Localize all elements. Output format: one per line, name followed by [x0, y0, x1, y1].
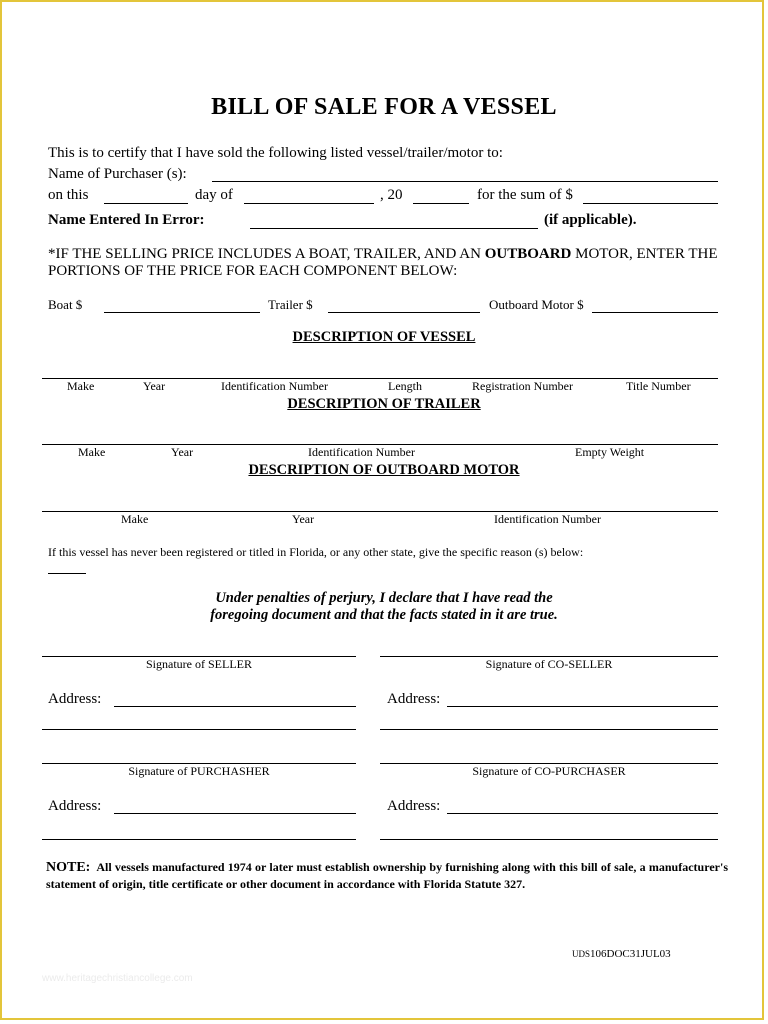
if-applicable-label: (if applicable). [544, 212, 637, 228]
motor-col-year: Year [292, 512, 315, 526]
ownership-note [46, 859, 728, 892]
never-registered-text: If this vessel has never been registered or titled in Florida, or any other state, give the specific reason (s) below: [48, 545, 584, 559]
vessel-col-year: Year [143, 379, 166, 393]
trailer-col-make: Make [78, 445, 106, 459]
day-field[interactable] [104, 203, 188, 204]
sale-amount-field[interactable] [583, 203, 718, 204]
vessel-col-registration: Registration Number [472, 379, 573, 393]
purchaser-label: Name of Purchaser (s): [48, 166, 187, 182]
trailer-price-field[interactable] [328, 312, 480, 313]
purchaser-address-field[interactable] [114, 813, 356, 814]
boat-price-field[interactable] [104, 312, 260, 313]
seller-address-field[interactable] [114, 706, 356, 707]
co-seller-address-line-2[interactable] [380, 729, 718, 730]
motor-col-make: Make [121, 512, 149, 526]
co-purchaser-address-line-2[interactable] [380, 839, 718, 840]
trailer-col-year: Year [171, 445, 194, 459]
note-text: All vessels manufactured 1974 or later must establish ownership by furnishing along with this bill of sale, a manufacturer's statement of origin, title certificate or other document in accordance with Florida Statute 327. [46, 860, 728, 891]
outboard-price-field[interactable] [592, 312, 718, 313]
purchaser-address-label: Address: [48, 798, 102, 814]
document-title: BILL OF SALE FOR A VESSEL [211, 94, 557, 120]
vessel-col-length: Length [388, 379, 422, 393]
trailer-price-label: Trailer $ [268, 297, 313, 312]
name-error-field[interactable] [250, 228, 538, 229]
on-this-label: on this [48, 187, 89, 203]
vessel-col-id-number: Identification Number [221, 379, 328, 393]
watermark-text: www.heritagechristiancollege.com [42, 973, 193, 984]
vessel-col-make: Make [67, 379, 95, 393]
seller-address-line-2[interactable] [42, 729, 356, 730]
purchaser-name-field[interactable] [212, 181, 718, 182]
boat-price-label: Boat $ [48, 297, 83, 312]
month-field[interactable] [244, 203, 374, 204]
perjury-line-1: Under penalties of perjury, I declare that I have read the [215, 590, 553, 606]
name-error-label: Name Entered In Error: [48, 212, 205, 228]
sum-of-label: for the sum of $ [477, 187, 573, 203]
year-field[interactable] [413, 203, 469, 204]
seller-address-label: Address: [48, 691, 102, 707]
trailer-section-heading: DESCRIPTION OF TRAILER [287, 396, 481, 412]
vessel-col-title-number: Title Number [626, 379, 691, 393]
selling-price-note: *IF THE SELLING PRICE INCLUDES A BOAT, TRAILER, AND AN OUTBOARD MOTOR, ENTER THE PORTIONS OF THE PRICE FOR EACH COMPONENT BELOW: [48, 246, 718, 279]
motor-col-id-number: Identification Number [494, 512, 601, 526]
day-of-label: day of [195, 187, 233, 203]
co-seller-address-label: Address: [387, 691, 441, 707]
co-purchaser-address-field[interactable] [447, 813, 718, 814]
vessel-section-heading: DESCRIPTION OF VESSEL [292, 329, 476, 345]
form-code: UDS106DOC31JUL03 [572, 948, 671, 960]
seller-signature-label: Signature of SELLER [146, 657, 252, 671]
perjury-line-2: foregoing document and that the facts stated in it are true. [210, 607, 558, 623]
trailer-col-id-number: Identification Number [308, 445, 415, 459]
co-seller-signature-label: Signature of CO-SELLER [485, 657, 613, 671]
motor-section-heading: DESCRIPTION OF OUTBOARD MOTOR [248, 462, 520, 478]
purchaser-address-line-2[interactable] [42, 839, 356, 840]
outboard-price-label: Outboard Motor $ [489, 297, 584, 312]
note-label: NOTE: [46, 860, 91, 875]
year-prefix-label: , 20 [380, 187, 403, 203]
purchaser-signature-label: Signature of PURCHASHER [128, 764, 270, 778]
co-purchaser-address-label: Address: [387, 798, 441, 814]
co-purchaser-signature-label: Signature of CO-PURCHASER [472, 764, 626, 778]
trailer-col-empty-weight: Empty Weight [575, 445, 645, 459]
certify-text: This is to certify that I have sold the following listed vessel/trailer/motor to: [48, 145, 503, 161]
never-registered-reason-field[interactable] [48, 573, 86, 574]
co-seller-address-field[interactable] [447, 706, 718, 707]
perjury-statement [2, 590, 766, 624]
